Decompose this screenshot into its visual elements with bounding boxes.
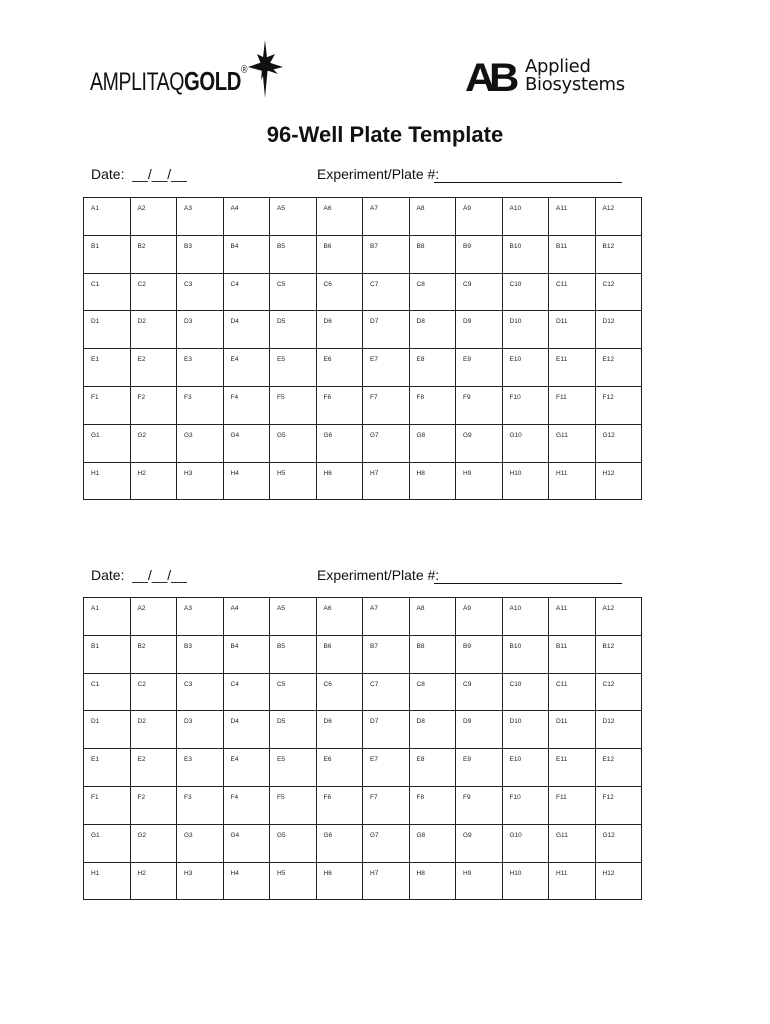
well-cell[interactable]: H6 [316, 462, 363, 500]
plate-1-date [91, 166, 187, 182]
well-cell[interactable]: F9 [456, 786, 503, 824]
well-cell[interactable]: A7 [363, 198, 410, 236]
well-cell[interactable]: C6 [316, 673, 363, 711]
well-cell[interactable]: H7 [363, 462, 410, 500]
well-cell[interactable]: A9 [456, 598, 503, 636]
well-cell[interactable]: A5 [270, 198, 317, 236]
well-cell[interactable]: G8 [409, 824, 456, 862]
well-cell[interactable]: D6 [316, 711, 363, 749]
well-cell[interactable]: F3 [177, 786, 224, 824]
plate-row [84, 635, 642, 673]
plate-row [84, 749, 642, 787]
well-cell[interactable]: G11 [549, 424, 596, 462]
plate-row [84, 462, 642, 500]
well-cell[interactable]: C1 [84, 273, 131, 311]
star-icon [245, 40, 285, 98]
well-cell[interactable]: E7 [363, 749, 410, 787]
well-cell[interactable]: D10 [502, 711, 549, 749]
plate-2-grid [83, 597, 642, 900]
well-cell[interactable]: D9 [456, 311, 503, 349]
well-cell[interactable]: H3 [177, 462, 224, 500]
well-cell[interactable]: H7 [363, 862, 410, 900]
plate-row [84, 711, 642, 749]
well-cell[interactable]: E12 [595, 749, 642, 787]
plate-1-experiment-label: Experiment/Plate #: [317, 166, 440, 182]
well-cell[interactable]: C11 [549, 273, 596, 311]
well-cell[interactable]: E10 [502, 749, 549, 787]
well-cell[interactable]: G5 [270, 424, 317, 462]
well-cell[interactable]: H6 [316, 862, 363, 900]
well-cell[interactable]: A3 [177, 598, 224, 636]
well-cell[interactable]: E6 [316, 349, 363, 387]
well-cell[interactable]: A12 [595, 598, 642, 636]
well-cell[interactable]: A4 [223, 198, 270, 236]
well-cell[interactable]: F7 [363, 386, 410, 424]
well-cell[interactable]: D11 [549, 711, 596, 749]
well-cell[interactable]: C1 [84, 673, 131, 711]
date-label: Date: [91, 567, 125, 583]
well-cell[interactable]: B2 [130, 635, 177, 673]
well-cell[interactable]: H11 [549, 862, 596, 900]
well-cell[interactable]: E8 [409, 349, 456, 387]
well-cell[interactable]: G4 [223, 424, 270, 462]
well-cell[interactable]: A1 [84, 598, 131, 636]
plate-2-header [91, 567, 651, 587]
well-cell[interactable]: H10 [502, 462, 549, 500]
well-cell[interactable]: F2 [130, 386, 177, 424]
well-cell[interactable]: C2 [130, 673, 177, 711]
well-cell[interactable]: F5 [270, 386, 317, 424]
well-cell[interactable]: B1 [84, 635, 131, 673]
well-cell[interactable]: E2 [130, 749, 177, 787]
well-cell[interactable]: D2 [130, 711, 177, 749]
well-cell[interactable]: G11 [549, 824, 596, 862]
well-cell[interactable]: C7 [363, 273, 410, 311]
plate-row [84, 273, 642, 311]
plate-2-date [91, 567, 187, 583]
applied-biosystems-wordmark [525, 58, 625, 94]
well-cell[interactable]: H2 [130, 462, 177, 500]
well-cell[interactable]: A7 [363, 598, 410, 636]
well-cell[interactable]: H3 [177, 862, 224, 900]
well-cell[interactable]: F1 [84, 786, 131, 824]
well-cell[interactable]: H1 [84, 862, 131, 900]
well-cell[interactable]: E11 [549, 749, 596, 787]
well-cell[interactable]: B9 [456, 235, 503, 273]
logo-line-applied: Applied [525, 56, 591, 77]
well-cell[interactable]: E8 [409, 749, 456, 787]
well-cell[interactable]: H12 [595, 462, 642, 500]
well-cell[interactable]: A2 [130, 198, 177, 236]
plate-row [84, 349, 642, 387]
well-cell[interactable]: C5 [270, 273, 317, 311]
well-cell[interactable]: C11 [549, 673, 596, 711]
well-cell[interactable]: G1 [84, 824, 131, 862]
registered-mark: ® [241, 64, 247, 76]
well-cell[interactable]: C10 [502, 273, 549, 311]
well-cell[interactable]: A4 [223, 598, 270, 636]
amplitaq-gold-logo [90, 40, 290, 100]
well-cell[interactable]: E3 [177, 749, 224, 787]
well-cell[interactable]: C6 [316, 273, 363, 311]
well-cell[interactable]: F10 [502, 386, 549, 424]
well-cell[interactable]: A5 [270, 598, 317, 636]
well-cell[interactable]: A8 [409, 198, 456, 236]
well-cell[interactable]: C2 [130, 273, 177, 311]
well-cell[interactable]: H10 [502, 862, 549, 900]
well-cell[interactable]: G5 [270, 824, 317, 862]
well-cell[interactable]: B8 [409, 635, 456, 673]
plate-row [84, 198, 642, 236]
well-cell[interactable]: D3 [177, 711, 224, 749]
well-cell[interactable]: F12 [595, 386, 642, 424]
well-cell[interactable]: D10 [502, 311, 549, 349]
well-cell[interactable]: D7 [363, 311, 410, 349]
well-cell[interactable]: D3 [177, 311, 224, 349]
well-cell[interactable]: H4 [223, 462, 270, 500]
well-cell[interactable]: B8 [409, 235, 456, 273]
well-cell[interactable]: H8 [409, 862, 456, 900]
well-cell[interactable]: H9 [456, 862, 503, 900]
well-cell[interactable]: H9 [456, 462, 503, 500]
well-cell[interactable]: A9 [456, 198, 503, 236]
well-cell[interactable]: H5 [270, 462, 317, 500]
well-cell[interactable]: B4 [223, 635, 270, 673]
well-cell[interactable]: A8 [409, 598, 456, 636]
well-cell[interactable]: B3 [177, 635, 224, 673]
well-cell[interactable]: D1 [84, 311, 131, 349]
well-cell[interactable]: F6 [316, 786, 363, 824]
well-cell[interactable]: C4 [223, 273, 270, 311]
well-cell[interactable]: A11 [549, 198, 596, 236]
well-cell[interactable]: G6 [316, 824, 363, 862]
plate-row [84, 235, 642, 273]
well-cell[interactable]: E9 [456, 349, 503, 387]
plate-row [84, 862, 642, 900]
well-cell[interactable]: A2 [130, 598, 177, 636]
well-cell[interactable]: A1 [84, 198, 131, 236]
well-cell[interactable]: F5 [270, 786, 317, 824]
well-cell[interactable]: D5 [270, 311, 317, 349]
page-title: 96-Well Plate Template [266, 122, 504, 147]
well-cell[interactable]: D5 [270, 711, 317, 749]
well-cell[interactable]: D8 [409, 711, 456, 749]
logo-line-biosystems: Biosystems [525, 74, 625, 95]
well-cell[interactable]: A10 [502, 598, 549, 636]
plate-2-experiment-field[interactable] [434, 583, 622, 584]
plate-row [84, 311, 642, 349]
plate-row [84, 386, 642, 424]
well-cell[interactable]: F11 [549, 386, 596, 424]
well-cell[interactable]: D2 [130, 311, 177, 349]
well-cell[interactable]: D6 [316, 311, 363, 349]
well-cell[interactable]: E10 [502, 349, 549, 387]
well-cell[interactable]: H4 [223, 862, 270, 900]
well-cell[interactable]: D1 [84, 711, 131, 749]
well-cell[interactable]: D4 [223, 711, 270, 749]
applied-biosystems-logo [465, 55, 645, 100]
well-cell[interactable]: B7 [363, 235, 410, 273]
amplitaq-gold-wordmark [90, 66, 247, 97]
well-cell[interactable]: C9 [456, 273, 503, 311]
well-cell[interactable]: A6 [316, 598, 363, 636]
well-cell[interactable]: B6 [316, 635, 363, 673]
well-cell[interactable]: F1 [84, 386, 131, 424]
well-cell[interactable]: F10 [502, 786, 549, 824]
well-cell[interactable]: A11 [549, 598, 596, 636]
well-cell[interactable]: E4 [223, 749, 270, 787]
well-cell[interactable]: F12 [595, 786, 642, 824]
well-cell[interactable]: C12 [595, 273, 642, 311]
well-cell[interactable]: A12 [595, 198, 642, 236]
well-cell[interactable]: E7 [363, 349, 410, 387]
well-cell[interactable]: B3 [177, 235, 224, 273]
well-cell[interactable]: E4 [223, 349, 270, 387]
well-cell[interactable]: D12 [595, 711, 642, 749]
well-cell[interactable]: A6 [316, 198, 363, 236]
logo-word-gold: GOLD [184, 66, 242, 96]
well-cell[interactable]: G10 [502, 824, 549, 862]
well-cell[interactable]: G8 [409, 424, 456, 462]
well-cell[interactable]: D11 [549, 311, 596, 349]
well-cell[interactable]: E3 [177, 349, 224, 387]
well-cell[interactable]: E1 [84, 749, 131, 787]
well-cell[interactable]: G1 [84, 424, 131, 462]
logo-word-amplitaq: AMPLITAQ [90, 68, 185, 96]
well-cell[interactable]: B5 [270, 635, 317, 673]
well-cell[interactable]: E9 [456, 749, 503, 787]
well-cell[interactable]: H1 [84, 462, 131, 500]
well-cell[interactable]: G3 [177, 824, 224, 862]
well-cell[interactable]: C10 [502, 673, 549, 711]
well-cell[interactable]: F6 [316, 386, 363, 424]
well-cell[interactable]: F9 [456, 386, 503, 424]
well-cell[interactable]: H8 [409, 462, 456, 500]
plate-row [84, 824, 642, 862]
well-cell[interactable]: H5 [270, 862, 317, 900]
well-cell[interactable]: G6 [316, 424, 363, 462]
well-cell[interactable]: A3 [177, 198, 224, 236]
well-cell[interactable]: E1 [84, 349, 131, 387]
well-cell[interactable]: A10 [502, 198, 549, 236]
well-cell[interactable]: B2 [130, 235, 177, 273]
well-cell[interactable]: D9 [456, 711, 503, 749]
well-cell[interactable]: H2 [130, 862, 177, 900]
well-cell[interactable]: B7 [363, 635, 410, 673]
plate-row [84, 598, 642, 636]
well-cell[interactable]: F2 [130, 786, 177, 824]
well-cell[interactable]: C5 [270, 673, 317, 711]
well-cell[interactable]: F4 [223, 386, 270, 424]
well-cell[interactable]: E12 [595, 349, 642, 387]
well-cell[interactable]: H11 [549, 462, 596, 500]
plate-1-grid [83, 197, 642, 500]
well-cell[interactable]: D12 [595, 311, 642, 349]
well-cell[interactable]: C9 [456, 673, 503, 711]
well-cell[interactable]: C12 [595, 673, 642, 711]
well-cell[interactable]: D7 [363, 711, 410, 749]
well-cell[interactable]: B10 [502, 635, 549, 673]
well-cell[interactable]: C3 [177, 673, 224, 711]
well-cell[interactable]: B11 [549, 235, 596, 273]
well-cell[interactable]: G9 [456, 824, 503, 862]
date-label: Date: [91, 166, 125, 182]
ab-monogram: AB [465, 56, 514, 100]
well-cell[interactable]: F7 [363, 786, 410, 824]
plate-row [84, 786, 642, 824]
well-cell[interactable]: B10 [502, 235, 549, 273]
well-cell[interactable]: G12 [595, 824, 642, 862]
well-cell[interactable]: D8 [409, 311, 456, 349]
plate-1-header [91, 166, 651, 186]
well-cell[interactable]: C8 [409, 673, 456, 711]
well-cell[interactable]: B11 [549, 635, 596, 673]
well-cell[interactable]: C8 [409, 273, 456, 311]
well-cell[interactable]: E5 [270, 749, 317, 787]
well-cell[interactable]: E11 [549, 349, 596, 387]
date-field[interactable]: __/__/__ [132, 567, 187, 583]
well-cell[interactable]: C7 [363, 673, 410, 711]
well-cell[interactable]: F4 [223, 786, 270, 824]
well-cell[interactable]: F11 [549, 786, 596, 824]
plate-2-experiment-label: Experiment/Plate #: [317, 567, 440, 583]
well-cell[interactable]: G7 [363, 824, 410, 862]
well-cell[interactable]: B12 [595, 235, 642, 273]
plate-row [84, 673, 642, 711]
well-cell[interactable]: D4 [223, 311, 270, 349]
well-cell[interactable]: E2 [130, 349, 177, 387]
well-cell[interactable]: G2 [130, 424, 177, 462]
well-cell[interactable]: E6 [316, 749, 363, 787]
well-cell[interactable]: G2 [130, 824, 177, 862]
well-cell[interactable]: G4 [223, 824, 270, 862]
well-cell[interactable]: H12 [595, 862, 642, 900]
well-cell[interactable]: G10 [502, 424, 549, 462]
well-cell[interactable]: C3 [177, 273, 224, 311]
plate-row [84, 424, 642, 462]
date-field[interactable]: __/__/__ [132, 166, 187, 182]
well-cell[interactable]: G12 [595, 424, 642, 462]
well-cell[interactable]: F8 [409, 786, 456, 824]
well-cell[interactable]: F3 [177, 386, 224, 424]
well-cell[interactable]: B1 [84, 235, 131, 273]
well-cell[interactable]: E5 [270, 349, 317, 387]
well-cell[interactable]: F8 [409, 386, 456, 424]
well-cell[interactable]: B9 [456, 635, 503, 673]
well-cell[interactable]: C4 [223, 673, 270, 711]
plate-1-experiment-field[interactable] [434, 182, 622, 183]
well-cell[interactable]: B4 [223, 235, 270, 273]
well-cell[interactable]: G7 [363, 424, 410, 462]
well-cell[interactable]: B5 [270, 235, 317, 273]
well-cell[interactable]: G9 [456, 424, 503, 462]
well-cell[interactable]: B6 [316, 235, 363, 273]
well-cell[interactable]: G3 [177, 424, 224, 462]
well-cell[interactable]: B12 [595, 635, 642, 673]
